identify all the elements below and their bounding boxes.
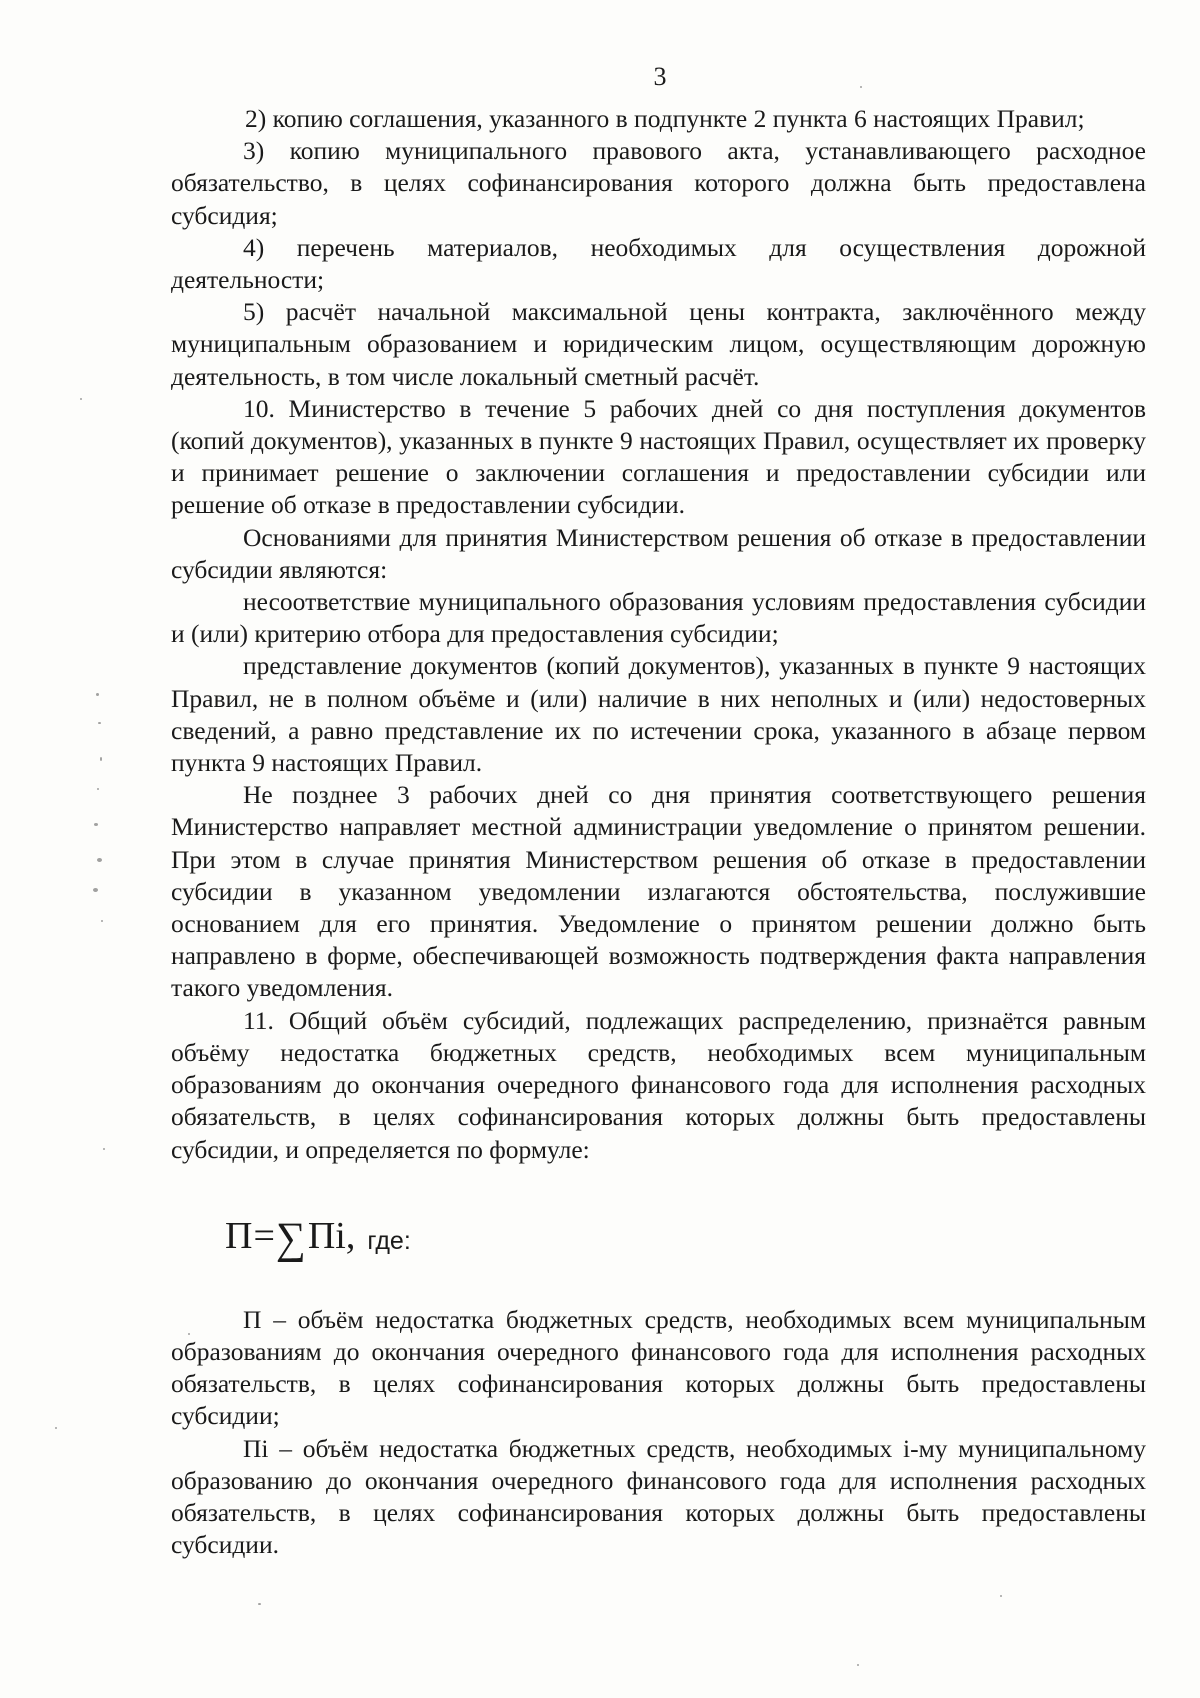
scan-speck <box>93 888 98 892</box>
paragraph-item-4: 4) перечень материалов, необходимых для осуществления дорожной деятельности; <box>171 232 1146 295</box>
scan-speck <box>188 1333 190 1335</box>
definition-term: Пі – объём недостатка бюджетных средств, необходимых і-му муниципальному образованию до окончания очередного финансового года для исполнения расходных обязательств, в целях софинансирования которых должны быть предоставлены субсидии. <box>171 1433 1146 1560</box>
formula-comma: , <box>345 1214 356 1257</box>
scan-speck <box>258 1603 261 1605</box>
formula-sum-symbol: ∑ <box>275 1214 306 1263</box>
scan-speck <box>94 823 98 826</box>
document-body <box>171 103 1146 1561</box>
scan-speck <box>97 788 99 790</box>
paragraph-ground-incomplete-documents: представление документов (копий документов), указанных в пункте 9 настоящих Правил, не в полном объёме и (или) наличие в них неполных и (или) недостоверных сведений, а равно представление их по истечении срока, указанного в абзаце первом пункта 9 настоящих Правил. <box>171 651 1146 778</box>
scan-speck <box>98 722 101 724</box>
scan-speck <box>103 1148 105 1150</box>
paragraph-item-2: 2) копию соглашения, указанного в подпункте 2 пункта 6 настоящих Правил; <box>245 104 1085 133</box>
paragraph-item-3: 3) копию муниципального правового акта, устанавливающего расходное обязательство, в целях софинансирования которого должна быть предоставлена субсидия; <box>171 136 1146 230</box>
paragraph-ground-nonconformity: несоответствие муниципального образования условиям предоставления субсидии и (или) критерию отбора для предоставления субсидии; <box>171 587 1146 649</box>
page-number: 3 <box>653 62 667 91</box>
scan-speck <box>80 398 82 400</box>
scan-speck <box>96 693 99 696</box>
formula-equals-sign: = <box>253 1214 275 1257</box>
scan-speck <box>857 1664 859 1666</box>
paragraph-item-5: 5) расчёт начальной максимальной цены контракта, заключённого между муниципальным образованием и юридическим лицом, осуществляющим дорожную деятельность, в том числе локальный сметный расчёт. <box>171 297 1146 391</box>
formula-total-symbol: П <box>225 1214 253 1257</box>
scan-speck <box>101 920 103 922</box>
formula-term-symbol: Пі <box>307 1214 346 1257</box>
paragraph-refusal-grounds: Основаниями для принятия Министерством решения об отказе в предоставлении субсидии являются: <box>171 522 1146 584</box>
scan-speck <box>97 858 102 862</box>
paragraph-clause-11: 11. Общий объём субсидий, подлежащих распределению, признаётся равным объёму недостатка бюджетных средств, необходимых всем муниципальным образованиям до окончания очередного финансового года для исполнения расходных обязательств, в целях софинансирования которых должны быть предоставлены субсидии, и определяется по формуле: <box>171 1005 1146 1164</box>
formula-where-label: где: <box>367 1226 411 1255</box>
scan-speck <box>860 86 862 88</box>
scan-speck <box>1000 1595 1002 1597</box>
subsidy-formula <box>225 1206 1146 1266</box>
paragraph-notification: Не позднее 3 рабочих дней со дня принятия соответствующего решения Министерство направляет местной администрации уведомление о принятом решении. При этом в случае принятия Министерством решения об отказе в предоставлении субсидии в указанном уведомлении излагаются обстоятельства, послужившие основанием для его принятия. Уведомление о принятом решении должно быть направлено в форме, обеспечивающей возможность подтверждения факта направления такого уведомления. <box>171 780 1146 1003</box>
definition-total: П – объём недостатка бюджетных средств, необходимых всем муниципальным образованиям до окончания очередного финансового года для исполнения расходных обязательств, в целях софинансирования которых должны быть предоставлены субсидии; <box>171 1304 1146 1431</box>
scan-speck <box>100 757 102 761</box>
paragraph-clause-10: 10. Министерство в течение 5 рабочих дней со дня поступления документов (копий документов), указанных в пункте 9 настоящих Правил, осуществляет их проверку и принимает решение о заключении соглашения и предоставлении субсидии или решение об отказе в предоставлении субсидии. <box>171 393 1146 520</box>
scan-speck <box>55 1427 57 1429</box>
